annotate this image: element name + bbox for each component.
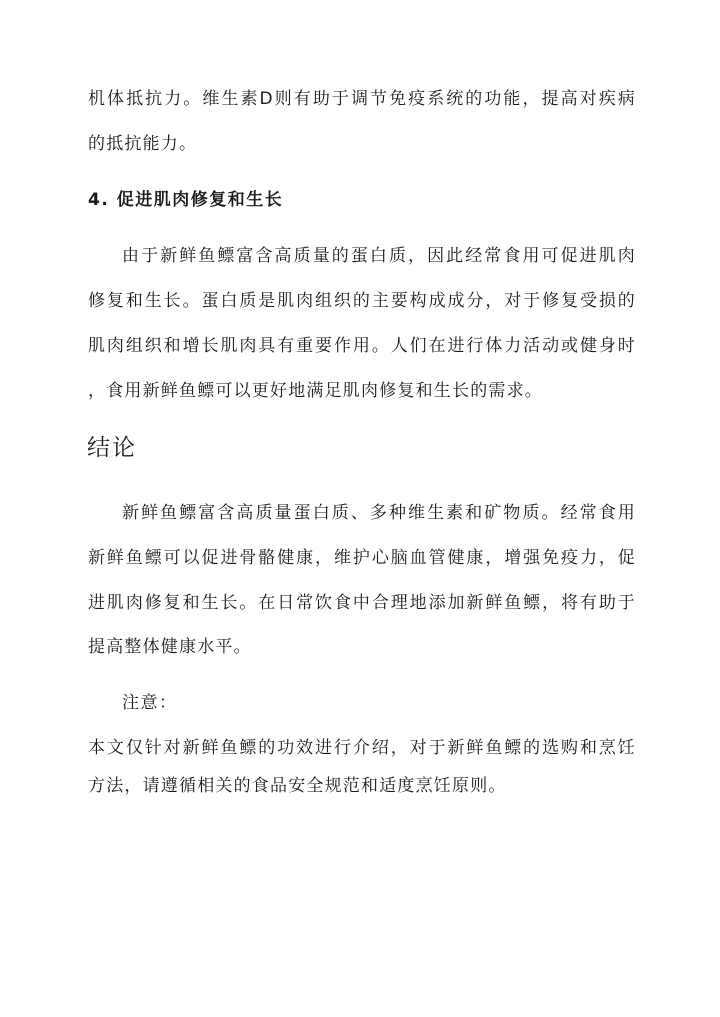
- section4-line-2: 修复和生长。蛋白质是肌肉组织的主要构成成分，对于修复受损的: [88, 291, 636, 311]
- note-label: 注意：: [122, 693, 178, 713]
- section4-line-3: 肌肉组织和增长肌肉具有重要作用。人们在进行体力活动或健身时: [88, 336, 636, 356]
- conclusion-title: 结论: [87, 435, 137, 461]
- note-line-1: 本文仅针对新鲜鱼鳔的功效进行介绍，对于新鲜鱼鳔的选购和烹饪: [88, 738, 636, 758]
- conclusion-line-3: 进肌肉修复和生长。在日常饮食中合理地添加新鲜鱼鳔，将有助于: [88, 593, 636, 613]
- intro-line-2: 的抵抗能力。: [88, 134, 198, 154]
- conclusion-line-1: 新鲜鱼鳔富含高质量蛋白质、多种维生素和矿物质。经常食用: [122, 503, 636, 523]
- intro-line-1: 机体抵抗力。维生素D则有助于调节免疫系统的功能，提高对疾病: [88, 89, 636, 109]
- section-heading-4: 4. 促进肌肉修复和生长: [88, 190, 284, 210]
- section4-line-1: 由于新鲜鱼鳔富含高质量的蛋白质，因此经常食用可促进肌肉: [122, 246, 636, 266]
- conclusion-line-4: 提高整体健康水平。: [88, 637, 252, 657]
- note-line-2: 方法，请遵循相关的食品安全规范和适度烹饪原则。: [88, 776, 507, 796]
- section4-line-4: ，食用新鲜鱼鳔可以更好地满足肌肉修复和生长的需求。: [88, 381, 543, 401]
- conclusion-line-2: 新鲜鱼鳔可以促进骨骼健康，维护心脑血管健康，增强免疫力，促: [88, 548, 636, 568]
